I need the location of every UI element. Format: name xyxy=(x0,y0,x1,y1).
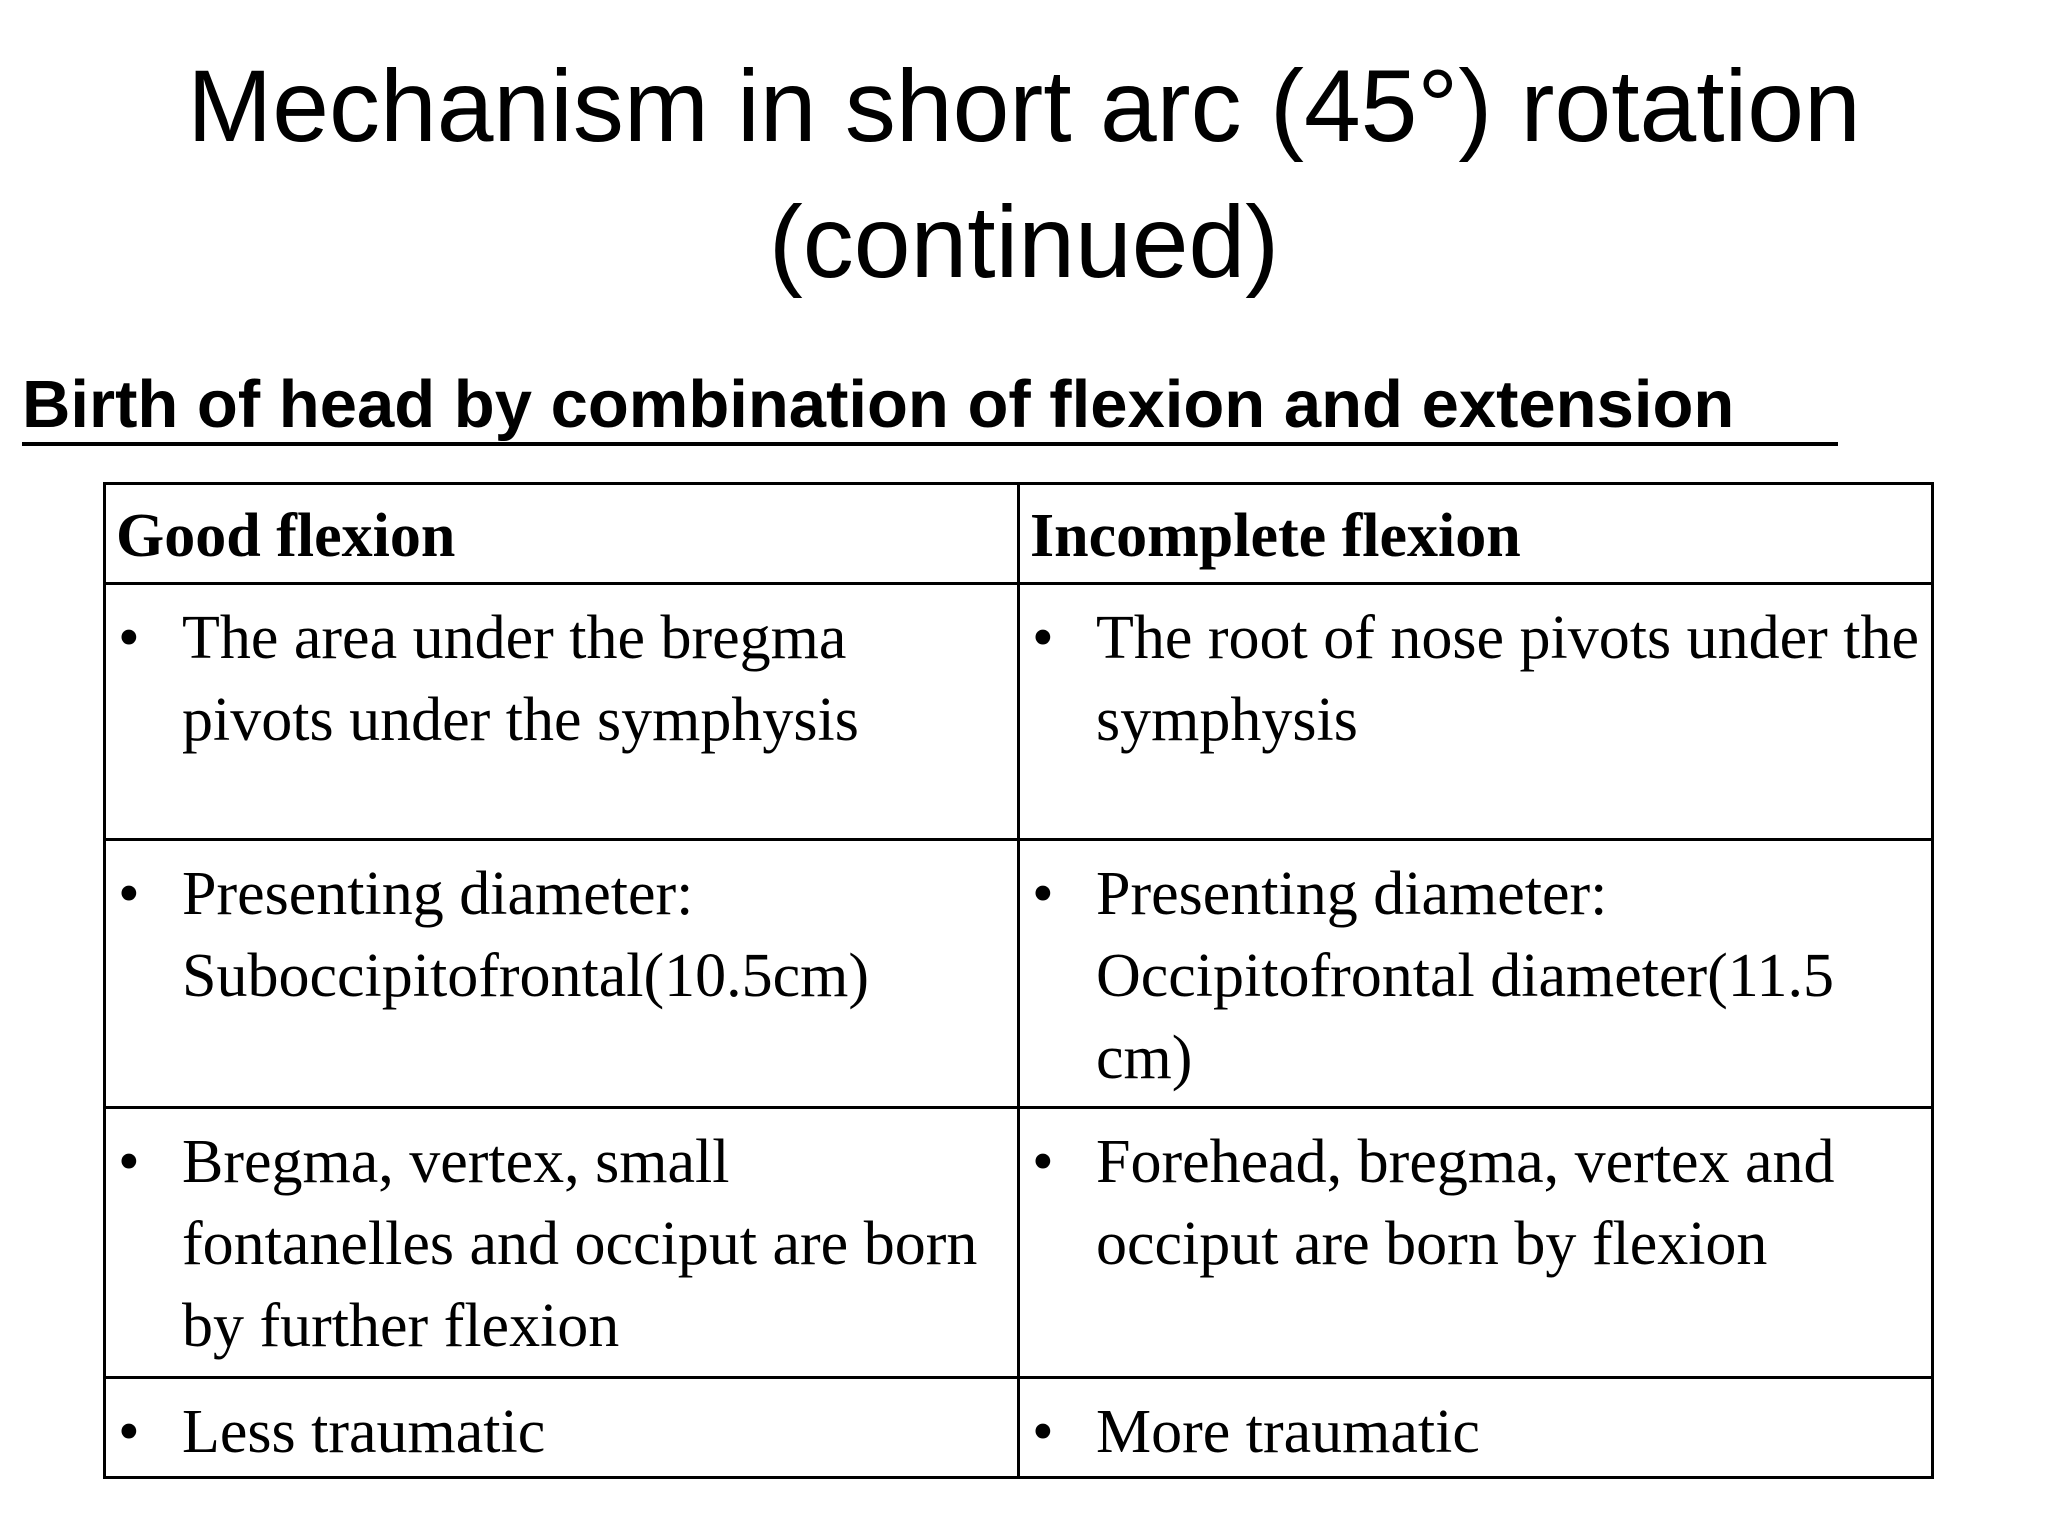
cell-text: Bregma, vertex, small fontanelles and occiput are born by further flexion xyxy=(182,1128,978,1360)
table-row xyxy=(105,1378,1933,1478)
table-cell xyxy=(105,584,1019,840)
bullet-marker: • xyxy=(1032,1398,1054,1466)
header-good-flexion: Good flexion xyxy=(105,484,1019,584)
slide-title xyxy=(0,38,2048,310)
table-row xyxy=(105,840,1933,1108)
table-cell xyxy=(1019,1108,1933,1378)
table-cell xyxy=(1019,840,1933,1108)
bullet-marker: • xyxy=(118,860,140,928)
comparison-table xyxy=(103,482,1934,1479)
table-cell xyxy=(1019,1378,1933,1478)
table-cell xyxy=(105,1378,1019,1478)
bullet-marker: • xyxy=(1032,860,1054,928)
bullet-marker: • xyxy=(1032,1128,1054,1196)
bullet-marker: • xyxy=(118,604,140,672)
header-incomplete-flexion: Incomplete flexion xyxy=(1019,484,1933,584)
table-header-row xyxy=(105,484,1933,584)
table-row xyxy=(105,1108,1933,1378)
cell-text: Presenting diameter: Suboccipitofrontal(10.5cm) xyxy=(182,860,869,1010)
table-row xyxy=(105,584,1933,840)
cell-text: Less traumatic xyxy=(182,1398,546,1466)
section-subtitle: Birth of head by combination of flexion and extension xyxy=(22,367,1735,442)
cell-text: Presenting diameter: Occipitofrontal diameter(11.5 cm) xyxy=(1096,860,1834,1092)
bullet-marker: • xyxy=(118,1128,140,1196)
cell-text: Forehead, bregma, vertex and occiput are born by flexion xyxy=(1096,1128,1835,1278)
bullet-marker: • xyxy=(1032,604,1054,672)
cell-text: The root of nose pivots under the symphysis xyxy=(1096,604,1920,754)
table-cell xyxy=(105,840,1019,1108)
slide-title-line-1: Mechanism in short arc (45°) rotation xyxy=(187,49,1861,163)
table-cell xyxy=(1019,584,1933,840)
subtitle-underline xyxy=(22,442,1838,446)
table-cell xyxy=(105,1108,1019,1378)
cell-text: More traumatic xyxy=(1096,1398,1480,1466)
cell-text: The area under the bregma pivots under the symphysis xyxy=(182,604,859,754)
slide-title-line-2: (continued) xyxy=(768,185,1280,299)
bullet-marker: • xyxy=(118,1398,140,1466)
